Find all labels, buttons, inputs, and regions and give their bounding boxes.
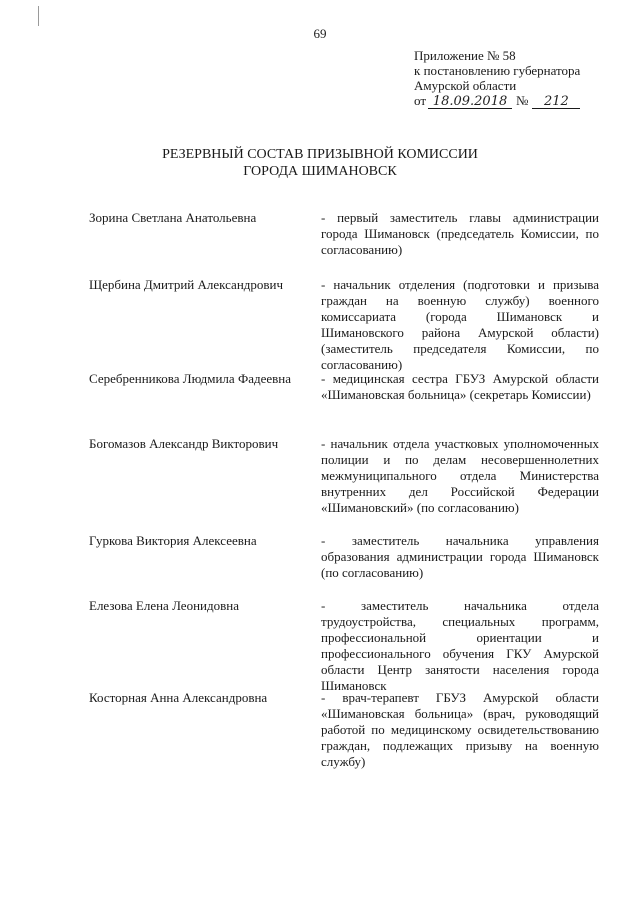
member-name: Елезова Елена Леонидовна bbox=[89, 598, 239, 613]
annex-date-number-line bbox=[414, 93, 624, 109]
handwritten-date: 18.09.2018 bbox=[428, 95, 512, 109]
annex-region: Амурской области bbox=[414, 78, 517, 93]
member-name: Зорина Светлана Анатольевна bbox=[89, 210, 257, 225]
annex-header bbox=[414, 48, 624, 109]
member-role: - первый заместитель главы администрации города Шимановск (председатель Комиссии, по согласованию) bbox=[321, 210, 599, 257]
member-name: Гуркова Виктория Алексеевна bbox=[89, 533, 257, 548]
member-name: Богомазов Александр Викторович bbox=[89, 436, 279, 451]
member-role: - начальник отделения (подготовки и призыва граждан на военную службу) военного комиссариата (города Шимановск и Шимановского района Амурской области) (заместитель председателя Комиссии, по согласованию) bbox=[321, 277, 599, 372]
member-role: - медицинская сестра ГБУЗ Амурской области «Шимановская больница» (секретарь Комиссии) bbox=[321, 371, 599, 402]
title-line-2: ГОРОДА ШИМАНОВСК bbox=[243, 164, 397, 179]
member-name: Серебренникова Людмила Фадеевна bbox=[89, 371, 292, 386]
title-line-1: РЕЗЕРВНЫЙ СОСТАВ ПРИЗЫВНОЙ КОМИССИИ bbox=[162, 147, 478, 162]
handwritten-number: 212 bbox=[532, 95, 580, 109]
member-role: - заместитель начальника управления образования администрации города Шимановск (по согласованию) bbox=[321, 533, 599, 580]
document-title bbox=[0, 146, 640, 180]
number-label: № bbox=[516, 93, 529, 108]
member-name: Косторная Анна Александровна bbox=[89, 690, 268, 705]
member-role: - заместитель начальника отдела трудоустройства, специальных программ, профессиональной ориентации и профессионального обучения ГКУ Амурской области Центр занятости населения города Шимановск bbox=[321, 598, 599, 693]
member-name: Щербина Дмитрий Александрович bbox=[89, 277, 284, 292]
annex-reference: к постановлению губернатора bbox=[414, 63, 581, 78]
member-role: - врач-терапевт ГБУЗ Амурской области «Шимановская больница» (врач, руководящий работой по медицинскому освидетельствованию граждан, подлежащих призыву на военную службу) bbox=[321, 690, 599, 769]
scan-artifact-mark bbox=[38, 6, 39, 26]
page-number: 69 bbox=[313, 26, 327, 41]
annex-title: Приложение № 58 bbox=[414, 48, 516, 63]
date-prefix: от bbox=[414, 93, 427, 108]
member-role: - начальник отдела участковых уполномоченных полиции и по делам несовершеннолетних межмуниципального отдела Министерства внутренних дел Российской Федерации «Шимановский» (по согласованию) bbox=[321, 436, 599, 515]
